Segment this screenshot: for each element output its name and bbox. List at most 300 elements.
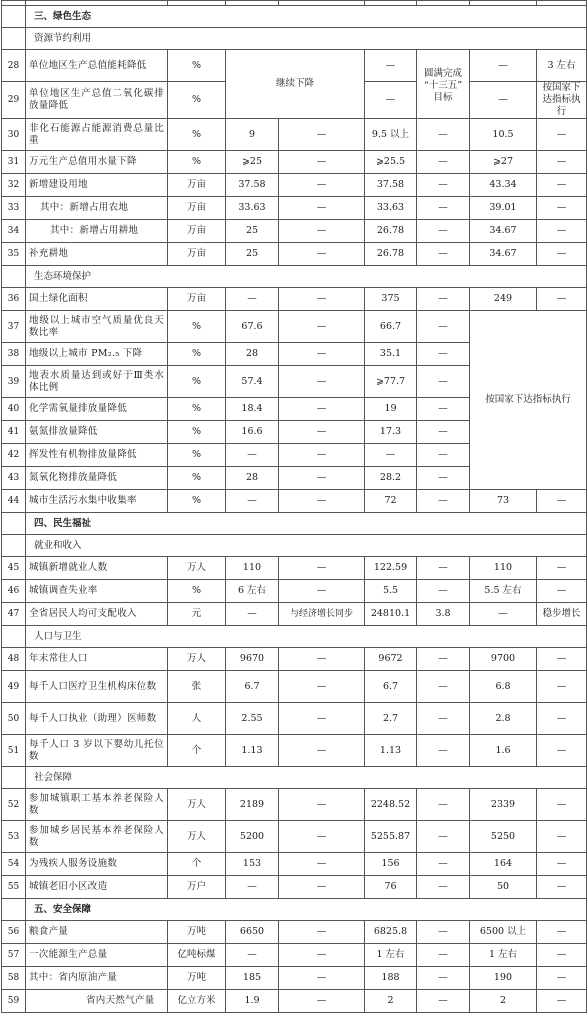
- cell: —: [537, 557, 587, 580]
- merged-cell: 按国家下达指标执行: [470, 311, 587, 490]
- row-number: 44: [2, 490, 26, 513]
- cell: —: [279, 220, 365, 243]
- cell: —: [470, 603, 537, 626]
- actual-2020: 28.2: [365, 467, 417, 490]
- cell: —: [279, 467, 365, 490]
- unit: %: [168, 580, 226, 603]
- target-2021: 9700: [470, 648, 537, 671]
- cell: —: [226, 603, 279, 626]
- actual-2020: 2: [365, 990, 417, 1013]
- actual-2020: 1 左右: [365, 944, 417, 967]
- unit: 亿立方米: [168, 990, 226, 1013]
- actual-2020: 2248.52: [365, 789, 417, 821]
- section-title: 五、安全保障: [26, 899, 587, 921]
- cell: —: [537, 967, 587, 990]
- cell: —: [279, 366, 365, 398]
- unit: 个: [168, 853, 226, 876]
- table-row: [2, 944, 587, 967]
- indicator-name: 新增建设用地: [26, 174, 168, 197]
- table-row: [2, 311, 587, 343]
- cell: —: [417, 151, 470, 174]
- indicator-name: 地级以上城市空气质量优良天数比率: [26, 311, 168, 343]
- cell: —: [279, 876, 365, 899]
- actual-2020: 6825.8: [365, 921, 417, 944]
- cell: —: [537, 876, 587, 899]
- indicator-name: 挥发性有机物排放量降低: [26, 444, 168, 467]
- cell: —: [417, 944, 470, 967]
- target-2021: 57.4: [226, 366, 279, 398]
- unit: %: [168, 366, 226, 398]
- row-number: 49: [2, 671, 26, 703]
- table-row: [2, 853, 587, 876]
- target-2021: 6650: [226, 921, 279, 944]
- indicator-name: 每千人口医疗卫生机构床位数: [26, 671, 168, 703]
- table-row: [2, 735, 587, 767]
- actual-2020: 5.5: [365, 580, 417, 603]
- target-2021: 34.67: [470, 243, 537, 266]
- target-2021: 110: [470, 557, 537, 580]
- row-number: 59: [2, 990, 26, 1013]
- row-number: 32: [2, 174, 26, 197]
- cell: —: [537, 853, 587, 876]
- unit: 万亩: [168, 220, 226, 243]
- cell: —: [279, 944, 365, 967]
- cell: —: [537, 648, 587, 671]
- indicator-name: 每千人口执业（助理）医师数: [26, 703, 168, 735]
- indicator-name: 氮氧化物排放量降低: [26, 467, 168, 490]
- cell: —: [279, 119, 365, 151]
- cell: —: [417, 557, 470, 580]
- subsection-row: [2, 266, 587, 288]
- cell: —: [417, 119, 470, 151]
- cell: —: [537, 789, 587, 821]
- actual-2020: 9.5 以上: [365, 119, 417, 151]
- section-row: [2, 513, 587, 535]
- cell: —: [470, 82, 537, 119]
- table-row: [2, 580, 587, 603]
- indicator-name: 其中：新增占用农地: [26, 197, 168, 220]
- cell: —: [279, 343, 365, 366]
- subsection-row: [2, 767, 587, 789]
- row-number: 36: [2, 288, 26, 311]
- unit: 万吨: [168, 921, 226, 944]
- indicator-name: 参加城镇职工基本养老保险人数: [26, 789, 168, 821]
- row-number: 47: [2, 603, 26, 626]
- indicator-name: 参加城乡居民基本养老保险人数: [26, 821, 168, 853]
- target-2021: 2.8: [470, 703, 537, 735]
- actual-2020: 76: [365, 876, 417, 899]
- cell: —: [417, 174, 470, 197]
- cell: —: [537, 490, 587, 513]
- target-2021: 9670: [226, 648, 279, 671]
- cell: —: [537, 990, 587, 1013]
- indicator-name: 一次能源生产总量: [26, 944, 168, 967]
- target-2021: 2339: [470, 789, 537, 821]
- actual-2020: 72: [365, 490, 417, 513]
- row-number: 37: [2, 311, 26, 343]
- cell: —: [537, 288, 587, 311]
- cell: —: [417, 398, 470, 421]
- row-number: 55: [2, 876, 26, 899]
- indicator-name: 其中：省内原油产量: [26, 967, 168, 990]
- merged-cell: 稳步增长: [537, 603, 587, 626]
- unit: %: [168, 467, 226, 490]
- row-number: 52: [2, 789, 26, 821]
- target-2021: 39.01: [470, 197, 537, 220]
- cell: —: [365, 50, 417, 82]
- actual-2020: 35.1: [365, 343, 417, 366]
- indicator-name: 城市生活污水集中收集率: [26, 490, 168, 513]
- row-number: 35: [2, 243, 26, 266]
- cell: —: [417, 220, 470, 243]
- actual-2020: 122.59: [365, 557, 417, 580]
- cell: —: [417, 311, 470, 343]
- row-number: 28: [2, 50, 26, 82]
- target-2021: 1.13: [226, 735, 279, 767]
- target-2021: ⩾27: [470, 151, 537, 174]
- target-2021: 9: [226, 119, 279, 151]
- target-2021: 6.7: [226, 671, 279, 703]
- row-number: 29: [2, 82, 26, 119]
- table-row: [2, 876, 587, 899]
- subsection-row: [2, 535, 587, 557]
- unit: 万人: [168, 557, 226, 580]
- cell: —: [470, 50, 537, 82]
- actual-2020: 6.7: [365, 671, 417, 703]
- unit: %: [168, 343, 226, 366]
- cell: —: [417, 343, 470, 366]
- subsection-title: 资源节约利用: [26, 28, 587, 50]
- unit: 万户: [168, 876, 226, 899]
- cell: —: [417, 853, 470, 876]
- section-title: 三、绿色生态: [26, 6, 587, 28]
- cell: —: [537, 119, 587, 151]
- row-number: 41: [2, 421, 26, 444]
- unit: 万人: [168, 821, 226, 853]
- row-number: 53: [2, 821, 26, 853]
- cell: —: [417, 243, 470, 266]
- target-2021: 1.6: [470, 735, 537, 767]
- cell: —: [417, 444, 470, 467]
- actual-2020: 17.3: [365, 421, 417, 444]
- cell: —: [279, 151, 365, 174]
- target-2021: —: [226, 944, 279, 967]
- row-number: 50: [2, 703, 26, 735]
- target-2021: —: [226, 288, 279, 311]
- actual-2020: 5255.87: [365, 821, 417, 853]
- cell: —: [279, 288, 365, 311]
- unit: %: [168, 490, 226, 513]
- cell: —: [417, 421, 470, 444]
- target-2021: 1.9: [226, 990, 279, 1013]
- cell: —: [279, 789, 365, 821]
- cell: —: [417, 197, 470, 220]
- target-2021: 28: [226, 467, 279, 490]
- cell: —: [537, 735, 587, 767]
- table-row: [2, 490, 587, 513]
- subsection-title: 人口与卫生: [26, 626, 587, 648]
- actual-2020: 2.7: [365, 703, 417, 735]
- cell: —: [279, 398, 365, 421]
- cell: —: [417, 366, 470, 398]
- cell: —: [537, 220, 587, 243]
- row-number: 31: [2, 151, 26, 174]
- unit: %: [168, 50, 226, 82]
- actual-2020: 26.78: [365, 220, 417, 243]
- cell: —: [279, 243, 365, 266]
- cell: —: [417, 703, 470, 735]
- cell: —: [279, 174, 365, 197]
- target-2021: 6 左右: [226, 580, 279, 603]
- actual-2020: 26.78: [365, 243, 417, 266]
- unit: %: [168, 444, 226, 467]
- cell: —: [537, 197, 587, 220]
- table-row: [2, 821, 587, 853]
- cell: —: [279, 967, 365, 990]
- target-2021: 25: [226, 220, 279, 243]
- unit: 人: [168, 703, 226, 735]
- indicator-name: 化学需氧量排放量降低: [26, 398, 168, 421]
- cell: —: [417, 921, 470, 944]
- merged-cell: 按国家下达指标执行: [537, 82, 587, 119]
- table-row: [2, 50, 587, 82]
- subsection-title: 就业和收入: [26, 535, 587, 557]
- target-2021: 67.6: [226, 311, 279, 343]
- unit: 张: [168, 671, 226, 703]
- table-row: [2, 703, 587, 735]
- cell: —: [279, 821, 365, 853]
- target-2021: 43.34: [470, 174, 537, 197]
- indicator-name: 省内天然气产量: [26, 990, 168, 1013]
- actual-2020: ⩾77.7: [365, 366, 417, 398]
- target-2021: —: [226, 876, 279, 899]
- table-row: [2, 603, 587, 626]
- cell: —: [279, 990, 365, 1013]
- actual-2020: 1.13: [365, 735, 417, 767]
- target-2021: 50: [470, 876, 537, 899]
- target-2021: 10.5: [470, 119, 537, 151]
- cell: —: [279, 703, 365, 735]
- target-2021: 2: [470, 990, 537, 1013]
- cell: —: [417, 580, 470, 603]
- unit: %: [168, 421, 226, 444]
- row-number: 45: [2, 557, 26, 580]
- row-number: 42: [2, 444, 26, 467]
- cell: —: [537, 921, 587, 944]
- row-number: 56: [2, 921, 26, 944]
- table-row: [2, 557, 587, 580]
- cell: —: [417, 671, 470, 703]
- target-2021: 37.58: [226, 174, 279, 197]
- cell: 3.8: [417, 603, 470, 626]
- indicator-name: 全省居民人均可支配收入: [26, 603, 168, 626]
- cell: —: [537, 671, 587, 703]
- cell: —: [279, 671, 365, 703]
- unit: 万亩: [168, 288, 226, 311]
- unit: 万吨: [168, 967, 226, 990]
- table-row: [2, 119, 587, 151]
- indicator-name: 地级以上城市 PM₂.₅ 下降: [26, 343, 168, 366]
- actual-2020: 9672: [365, 648, 417, 671]
- actual-2020: 156: [365, 853, 417, 876]
- unit: 万亩: [168, 197, 226, 220]
- table-row: [2, 789, 587, 821]
- cell: —: [417, 648, 470, 671]
- row-number: 54: [2, 853, 26, 876]
- indicator-name: 每千人口 3 岁以下婴幼儿托位数: [26, 735, 168, 767]
- target-2021: 34.67: [470, 220, 537, 243]
- section-row: [2, 6, 587, 28]
- row-number: 48: [2, 648, 26, 671]
- table-row: [2, 921, 587, 944]
- cell: —: [537, 243, 587, 266]
- row-number: 46: [2, 580, 26, 603]
- unit: 亿吨标煤: [168, 944, 226, 967]
- unit: 万亩: [168, 243, 226, 266]
- cell: —: [279, 197, 365, 220]
- target-2021: —: [226, 490, 279, 513]
- cell: —: [279, 735, 365, 767]
- cell: —: [279, 311, 365, 343]
- target-2021: 6500 以上: [470, 921, 537, 944]
- cell: —: [279, 557, 365, 580]
- row-number: 34: [2, 220, 26, 243]
- table-row: [2, 990, 587, 1013]
- cell: —: [417, 288, 470, 311]
- target-2021: 153: [226, 853, 279, 876]
- actual-2020: 33.63: [365, 197, 417, 220]
- target-2021: 249: [470, 288, 537, 311]
- actual-2020: ⩾25.5: [365, 151, 417, 174]
- indicator-name: 年末常住人口: [26, 648, 168, 671]
- target-2021: 16.6: [226, 421, 279, 444]
- subsection-row: [2, 626, 587, 648]
- row-number: 38: [2, 343, 26, 366]
- unit: %: [168, 151, 226, 174]
- cell: —: [537, 703, 587, 735]
- actual-2020: 188: [365, 967, 417, 990]
- table-row: [2, 243, 587, 266]
- cell: —: [537, 580, 587, 603]
- cell: —: [279, 921, 365, 944]
- cell: —: [417, 490, 470, 513]
- indicator-name: 城镇调查失业率: [26, 580, 168, 603]
- row-number: 51: [2, 735, 26, 767]
- actual-2020: 66.7: [365, 311, 417, 343]
- cell: —: [279, 853, 365, 876]
- target-2021: 18.4: [226, 398, 279, 421]
- indicator-name: 城镇新增就业人数: [26, 557, 168, 580]
- actual-2020: 19: [365, 398, 417, 421]
- target-2021: 164: [470, 853, 537, 876]
- cell: —: [537, 944, 587, 967]
- cell: —: [279, 648, 365, 671]
- target-2021: 1 左右: [470, 944, 537, 967]
- target-2021: 2.55: [226, 703, 279, 735]
- row-number: 43: [2, 467, 26, 490]
- target-2021: —: [226, 444, 279, 467]
- cell: —: [537, 821, 587, 853]
- indicator-name: 粮食产量: [26, 921, 168, 944]
- cell: —: [365, 82, 417, 119]
- target-2021: 5.5 左右: [470, 580, 537, 603]
- target-2021: 73: [470, 490, 537, 513]
- table-row: [2, 648, 587, 671]
- table-row: [2, 174, 587, 197]
- target-2021: 6.8: [470, 671, 537, 703]
- subsection-row: [2, 28, 587, 50]
- cell: —: [417, 967, 470, 990]
- indicator-name: 城镇老旧小区改造: [26, 876, 168, 899]
- unit: 个: [168, 735, 226, 767]
- subsection-title: 社会保障: [26, 767, 587, 789]
- unit: 万亩: [168, 174, 226, 197]
- unit: %: [168, 311, 226, 343]
- actual-2020: —: [365, 444, 417, 467]
- row-number: 58: [2, 967, 26, 990]
- indicator-name: 单位地区生产总值能耗降低: [26, 50, 168, 82]
- table-row: [2, 967, 587, 990]
- target-2021: ⩾25: [226, 151, 279, 174]
- indicator-name: 氨氮排放量降低: [26, 421, 168, 444]
- target-2021: 28: [226, 343, 279, 366]
- table-row: [2, 671, 587, 703]
- row-number: 40: [2, 398, 26, 421]
- unit: %: [168, 82, 226, 119]
- row-number: 33: [2, 197, 26, 220]
- table-row: [2, 220, 587, 243]
- target-2021: 25: [226, 243, 279, 266]
- merged-cell: 与经济增长同步: [279, 603, 365, 626]
- row-number: 39: [2, 366, 26, 398]
- actual-2020: 37.58: [365, 174, 417, 197]
- cell: 3 左右: [537, 50, 587, 82]
- indicator-name: 其中：新增占用耕地: [26, 220, 168, 243]
- unit: %: [168, 398, 226, 421]
- indicator-name: 单位地区生产总值二氧化碳排放量降低: [26, 82, 168, 119]
- indicator-name: 万元生产总值用水量下降: [26, 151, 168, 174]
- cell: —: [417, 876, 470, 899]
- indicator-name: 补充耕地: [26, 243, 168, 266]
- indicator-name: 非化石能源占能源消费总量比重: [26, 119, 168, 151]
- subsection-title: 生态环境保护: [26, 266, 587, 288]
- cell: —: [279, 444, 365, 467]
- indicator-name: 为残疾人服务设施数: [26, 853, 168, 876]
- indicator-name: 国土绿化面积: [26, 288, 168, 311]
- unit: 万人: [168, 648, 226, 671]
- cell: —: [537, 174, 587, 197]
- target-2021: 5200: [226, 821, 279, 853]
- merged-cell: 圆满完成 “十三五” 目标: [417, 50, 470, 119]
- cell: —: [279, 421, 365, 444]
- indicator-table: [1, 0, 587, 1013]
- table-row: [2, 151, 587, 174]
- cell: —: [417, 789, 470, 821]
- actual-2020: 375: [365, 288, 417, 311]
- actual-2020: 24810.1: [365, 603, 417, 626]
- unit: %: [168, 119, 226, 151]
- target-2021: 5250: [470, 821, 537, 853]
- indicator-name: 地表水质量达到或好于Ⅲ类水体比例: [26, 366, 168, 398]
- cell: —: [417, 821, 470, 853]
- cell: —: [279, 490, 365, 513]
- table-row: [2, 197, 587, 220]
- unit: 万人: [168, 789, 226, 821]
- row-number: 57: [2, 944, 26, 967]
- target-2021: 190: [470, 967, 537, 990]
- unit: 元: [168, 603, 226, 626]
- section-title: 四、民生福祉: [26, 513, 587, 535]
